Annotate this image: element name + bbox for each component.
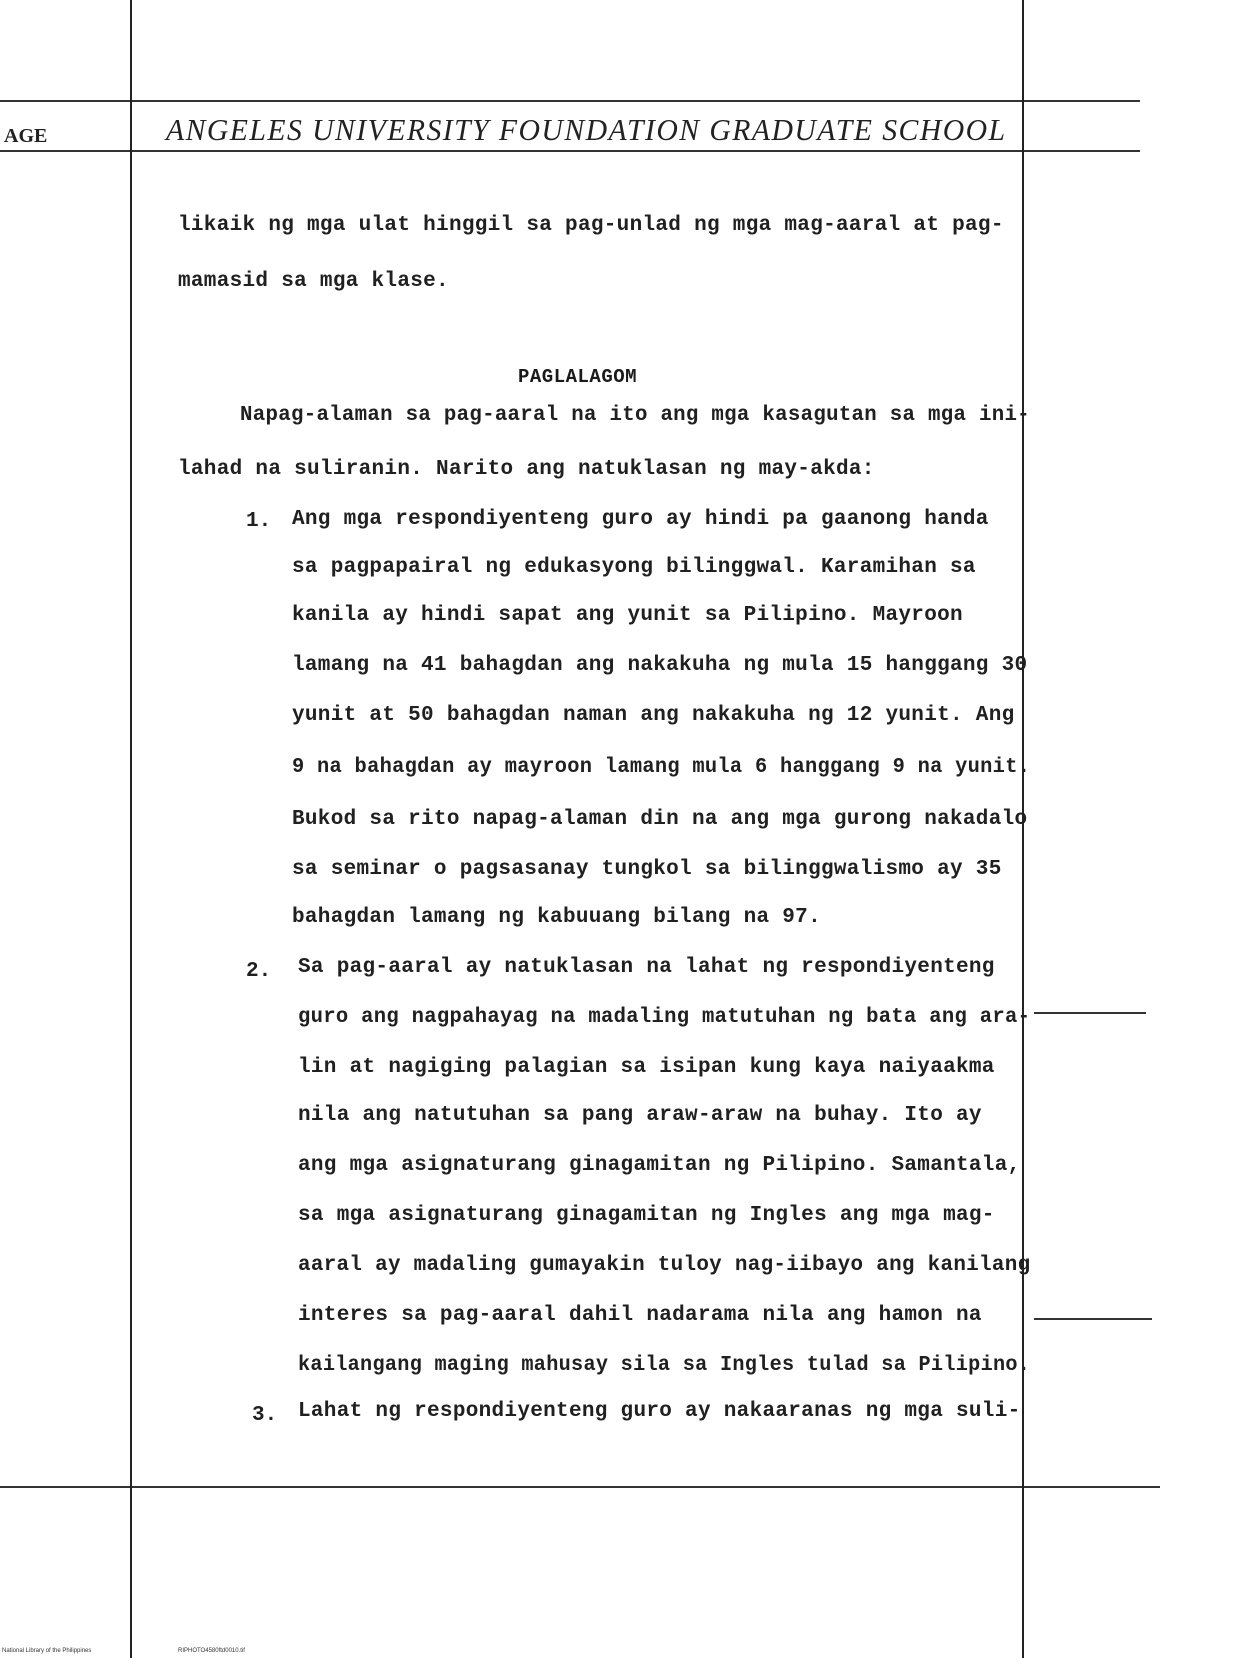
intro-line: mamasid sa mga klase. xyxy=(178,270,449,293)
item-line: 9 na bahagdan ay mayroon lamang mula 6 hanggang 9 na yunit. xyxy=(292,756,1031,779)
item-line: Lahat ng respondiyenteng guro ay nakaaranas ng mga suli- xyxy=(298,1400,1021,1423)
item-line: bahagdan lamang ng kabuuang bilang na 97. xyxy=(292,906,821,929)
header-bottom-rule xyxy=(0,150,1140,152)
item-line: nila ang natutuhan sa pang araw-araw na buhay. Ito ay xyxy=(298,1104,982,1127)
intro-line: likaik ng mga ulat hinggil sa pag-unlad ng mga mag-aaral at pag- xyxy=(178,214,1004,237)
page-title: ANGELES UNIVERSITY FOUNDATION GRADUATE SCHOOL xyxy=(166,112,1007,147)
item-line: kanila ay hindi sapat ang yunit sa Pilipino. Mayroon xyxy=(292,604,963,627)
item-number: 1. xyxy=(246,510,272,533)
paragraph-line: Napag-alaman sa pag-aaral na ito ang mga kasagutan sa mga ini- xyxy=(240,404,1030,427)
library-note: National Library of the Philippines xyxy=(2,1648,92,1654)
item-line: lamang na 41 bahagdan ang nakakuha ng mula 15 hanggang 30 xyxy=(292,654,1028,677)
header-top-rule xyxy=(0,100,1140,102)
item-line: Ang mga respondiyenteng guro ay hindi pa gaanong handa xyxy=(292,508,989,531)
file-id: RIPHOTO4580ftd0010.tif xyxy=(178,1648,245,1654)
paragraph-line: lahad na suliranin. Narito ang natuklasan ng may-akda: xyxy=(178,458,875,481)
item-line: yunit at 50 bahagdan naman ang nakakuha ng 12 yunit. Ang xyxy=(292,704,1015,727)
item-line: guro ang nagpahayag na madaling matutuhan ng bata ang ara- xyxy=(298,1006,1031,1029)
item-line: interes sa pag-aaral dahil nadarama nila ang hamon na xyxy=(298,1304,982,1327)
margin-tick-lower xyxy=(1034,1318,1152,1320)
footer-rule xyxy=(0,1486,1160,1488)
item-line: ang mga asignaturang ginagamitan ng Pilipino. Samantala, xyxy=(298,1154,1021,1177)
item-line: sa mga asignaturang ginagamitan ng Ingles ang mga mag- xyxy=(298,1204,995,1227)
item-line: sa seminar o pagsasanay tungkol sa bilinggwalismo ay 35 xyxy=(292,858,1002,881)
item-number: 2. xyxy=(246,960,272,983)
item-line: kailangang maging mahusay sila sa Ingles tulad sa Pilipino. xyxy=(298,1354,1031,1377)
item-line: Sa pag-aaral ay natuklasan na lahat ng respondiyenteng xyxy=(298,956,995,979)
side-label: AGE xyxy=(4,125,48,147)
margin-tick-upper xyxy=(1034,1012,1146,1014)
item-line: sa pagpapairal ng edukasyong bilinggwal. Karamihan sa xyxy=(292,556,976,579)
left-margin-line xyxy=(130,0,132,1658)
item-line: aaral ay madaling gumayakin tuloy nag-iibayo ang kanilang xyxy=(298,1254,1031,1277)
item-number: 3. xyxy=(252,1404,278,1427)
item-line: lin at nagiging palagian sa isipan kung kaya naiyaakma xyxy=(298,1056,995,1079)
section-heading: PAGLALAGOM xyxy=(518,366,638,388)
item-line: Bukod sa rito napag-alaman din na ang mga gurong nakadalo xyxy=(292,808,1028,831)
